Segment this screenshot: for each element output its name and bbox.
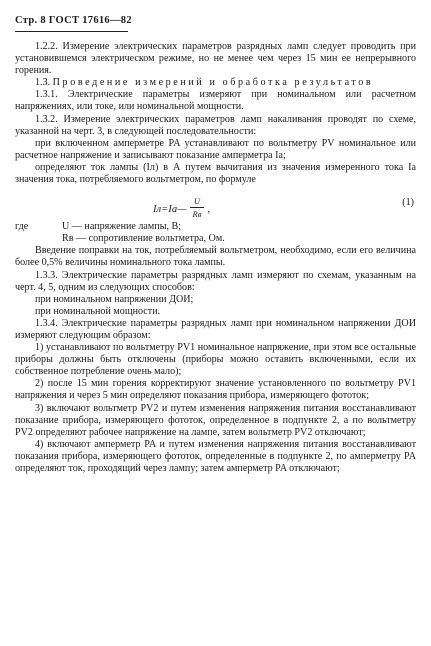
definition-rv: Rв — сопротивление вольтметра, Ом. [62,233,225,245]
paragraph-1-3-2: 1.3.2. Измерение электрических параметров ламп накаливания проводят по схеме, указанной на черт. 3, в следующей последовательности: [15,113,416,137]
formula-expression [153,197,210,222]
paragraph-step-4: 4) включают амперметр PA и путем изменения напряжения питания восстанавливают показания прибора, измеряющего фототок, определенные в подпункте 2, по амперметру PA определяют ток, проходящий через лампу; затем амперметр PA отключают; [15,438,416,474]
formula-fraction [190,195,205,220]
definition-u: U — напряжение лампы, В; [62,221,182,233]
paragraph-step-2: 2) после 15 мин горения корректируют значение установленного по вольтметру PV1 напряжения и через 5 мин определяют показания прибора, измеряющего фототок; [15,378,416,402]
paragraph-correction: Введение поправки на ток, потребляемый вольтметром, необходимо, если его величина более 0,5% величины номинального тока лампы. [15,245,416,269]
formula-1 [15,189,416,219]
paragraph-1-3-3: 1.3.3. Электрические параметры разрядных ламп измеряют по схемам, указанным на черт. 4, 5, одним из следующих способов: [15,269,416,293]
formula-denominator: Rв [192,209,202,220]
equation-number: (1) [402,197,414,209]
page-header: Стр. 8 ГОСТ 17616—82 [15,15,132,26]
paragraph-method-2: при номинальной мощности. [35,305,161,317]
section-number: 1.3. [35,77,51,89]
document-body [15,41,416,475]
paragraph-step-3: 3) включают вольтметр PV2 и путем изменения напряжения питания восстанавливают показание прибора, измеряющего фототок, определенное в подпункте 2, а по вольтметру PV2 определяют рабочее напряжение на лампе, затем вольтметр PV2 отключают; [15,402,416,438]
formula-numerator: U [190,195,205,208]
paragraph-current: определяют ток лампы (Iл) в А путем вычитания из значения измеренного тока Iа значения тока, потребляемого вольтметром, по формуле [15,161,416,186]
definition-row-2 [15,233,416,245]
definition-indent [15,233,62,245]
formula-comma: , [207,204,211,216]
header-rule [15,31,128,32]
paragraph-1-2-2: 1.2.2. Измерение электрических параметров разрядных ламп следует проводить при установившемся электрическом режиме, но не менее чем через 15 мин ее непрерывного горения. [15,41,416,77]
paragraph-1-3-1: 1.3.1. Электрические параметры измеряют при номинальном или расчетном напряжениях, или токе, или номинальной мощности. [15,89,416,113]
where-label: где [15,221,29,233]
definition-row-1 [15,221,416,233]
section-title: Проведение измерений и обработка результатов [52,77,374,89]
paragraph-ammeter: при включенном амперметре PA устанавливают по вольтметру PV номинальное или расчетное напряжение и записывают показание амперметра Iа; [15,137,416,161]
formula-definitions [15,221,416,245]
section-1-3-heading [15,77,416,89]
formula-lhs: Iл=Iа— [153,204,187,216]
paragraph-step-1: 1) устанавливают по вольтметру PV1 номинальное напряжение, при этом все остальные приборы должны быть отключены (приборы можно оставить включенными, если их собственное потребление очень мало); [15,342,416,378]
paragraph-1-3-4: 1.3.4. Электрические параметры разрядных ламп при номинальном напряжении ДОИ измеряют следующим образом: [15,317,416,341]
paragraph-method-1: при номинальном напряжении ДОИ; [35,293,194,305]
